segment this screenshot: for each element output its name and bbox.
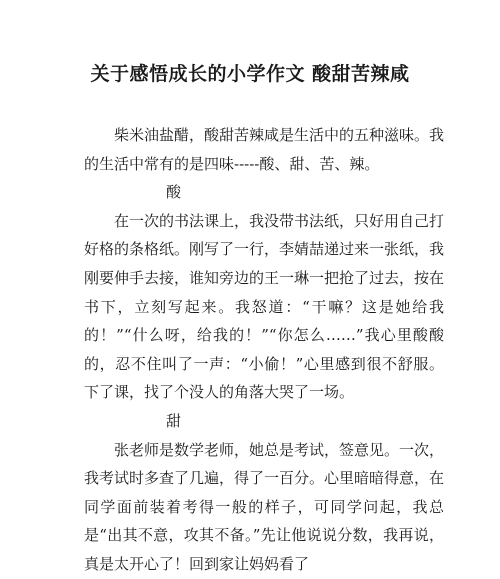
section-heading-sweet: 甜 xyxy=(166,411,182,430)
intro-paragraph: 柴米油盐醋，酸甜苦辣咸是生活中的五种滋味。我的生活中常有的是四味-----酸、甜、苦、辣。 xyxy=(84,126,445,173)
section-paragraph-sour: 在一次的书法课上，我没带书法纸，只好用自己打好格的条格纸。刚写了一行，李婧喆递过来一张纸，我刚要伸手去接，谁知旁边的王一琳一把抢了过去，按在书下，立刻写起来。我怒道：“干嘛？这是她给我的！”“什么呀，给我的！”“你怎么……”我心里酸酸的，忍不住叫了一声：“小偷！”心里感到很不舒服。下了课，找了个没人的角落大哭了一场。 xyxy=(84,211,445,402)
document-body xyxy=(84,121,444,579)
section-heading-sour: 酸 xyxy=(166,183,182,202)
section-paragraph-sweet: 张老师是数学老师，她总是考试，签意见。一次，我考试时多查了几遍，得了一百分。心里暗暗得意，在同学面前装着考得一般的样子，可同学问起，我总是“出其不意，攻其不备。”先让他说说分数，我再说，真是太开心了！回到家让妈妈看了 xyxy=(84,440,445,573)
document-title: 关于感悟成长的小学作文 酸甜苦辣咸 xyxy=(90,63,410,85)
